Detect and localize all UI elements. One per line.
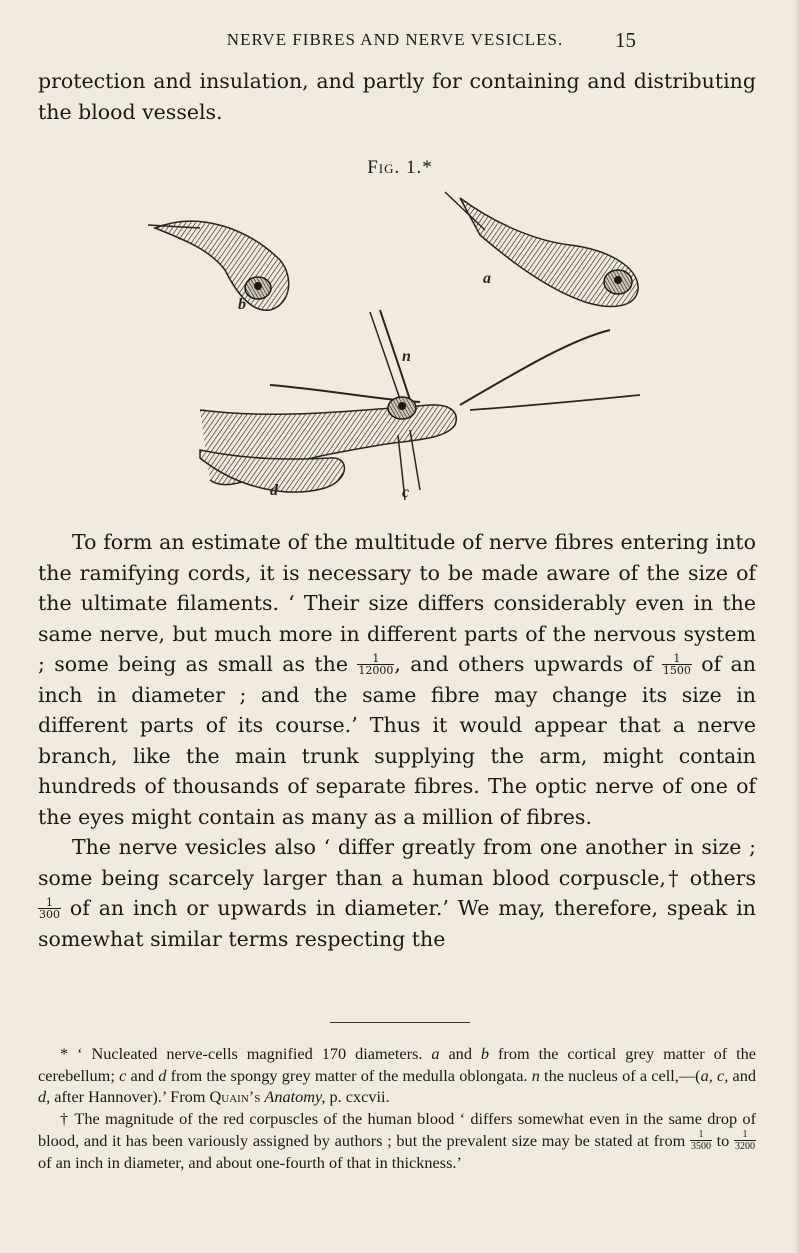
fraction-1-300: $\frac{1}{300}$ <box>39 896 60 921</box>
nerve-cell-illustration <box>140 190 660 510</box>
figure-label-a: a <box>483 270 491 287</box>
main-body <box>38 527 756 954</box>
footnote-author: Quain’s <box>209 1087 261 1107</box>
footnote-figure: * ‘ Nucleated nerve-cells magnified 170 diameters. a and b from the cortical grey matter of the cerebellum; c and d from the spongy grey matter of the medulla oblongata. n the nucleus of a cell,—(a, c, and d, after Hannover).’ From Quain’s Anatomy, p. cxcvii. <box>38 1044 757 1107</box>
nerve-cell-b <box>148 221 289 310</box>
paragraph-nerve-vesicles: The nerve vesicles also ‘ differ greatly from one another in size ; some being scarcely larger than a human blood corpuscle,† others $\frac{1}{300}$ of an inch or upwards in diameter.’ We may, therefore, speak in somewhat similar terms respecting the <box>38 835 756 951</box>
figure-label-n: n <box>402 348 411 365</box>
running-head: NERVE FIBRES AND NERVE VESICLES. <box>226 30 564 49</box>
footnotes <box>38 1043 756 1174</box>
caption-number: 1.* <box>406 157 433 178</box>
paragraph-fibre-size: To form an estimate of the multitude of nerve fibres entering into the ramifying cords, it is necessary to be made aware of the size of the ultimate filaments. ‘ Their size differs considerably even in the same nerve, but much more in different parts of the nervous system ; some being as small as the $\frac{1}{12000}$ , and others upwards of $\frac{1}{1500}$ of an inch in diameter ; and the same fibre may change its size in different parts of its course.’ Thus it would appear that a nerve branch, like the main trunk supplying the arm, might contain hundreds of thousands of separate fibres. The optic nerve of one of the eyes might contain as many as a million of fibres. <box>38 530 756 829</box>
footnote-rule <box>330 1022 470 1023</box>
figure-caption <box>0 157 800 179</box>
figure-label-c: c <box>402 484 410 501</box>
fraction-1-1500: $\frac{1}{1500}$ <box>662 652 691 677</box>
caption-prefix: Fig. <box>367 157 401 178</box>
fraction-1-12000: $\frac{1}{12000}$ <box>358 652 394 677</box>
paragraph-text: protection and insulation, and partly for containing and distributing the blood vessels. <box>38 69 756 124</box>
nerve-cell-a <box>445 192 638 306</box>
paragraph-continued <box>38 66 756 127</box>
fraction-1-3500: $\frac{1}{3500}$ <box>690 1129 711 1153</box>
footnote-work-title: Anatomy, <box>264 1087 326 1107</box>
figure-label-d: d <box>270 482 278 499</box>
figure-label-b: b <box>238 296 246 313</box>
nerve-cell-cd <box>200 310 640 500</box>
fraction-1-3200: $\frac{1}{3200}$ <box>735 1129 755 1153</box>
page-edge-shadow <box>794 0 800 1253</box>
footnote-corpuscles: † The magnitude of the red corpuscles of the human blood ‘ differs somewhat even in the same drop of blood, and it has been variously assigned by authors ; but the prevalent size may be stated at from $\frac{1}{3500}$ to $\frac{1}{3200}$ of an inch in diameter, and about one-fourth of that in thickness.’ <box>38 1108 756 1173</box>
nerve-cell-drawing <box>140 190 660 510</box>
page-number: 15 <box>615 28 636 52</box>
